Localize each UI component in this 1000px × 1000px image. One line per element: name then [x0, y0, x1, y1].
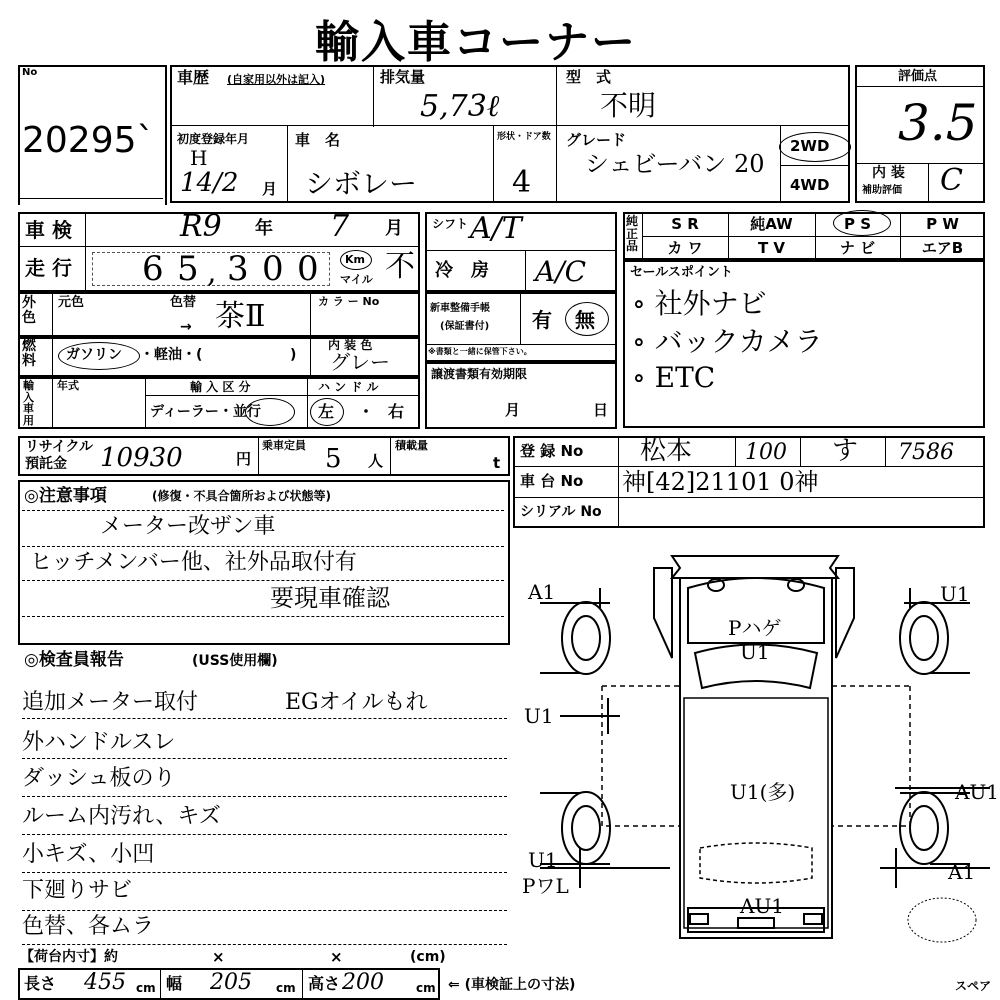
exterior-color-value: 茶Ⅱ	[215, 299, 266, 334]
handle-dot: ・	[358, 402, 375, 421]
load-label: 積載量	[395, 439, 428, 452]
first-reg-month-unit: 月	[262, 180, 278, 198]
serial-label: シリアル No	[520, 504, 602, 520]
equip-pw: P W	[926, 215, 959, 233]
history-label: 車歴	[177, 68, 210, 87]
model-value: 不明	[600, 89, 657, 122]
lot-number: 20295`	[22, 120, 155, 161]
interior-label: 内 装	[872, 165, 905, 181]
length-label: 長さ	[24, 974, 57, 993]
fuel-label: 燃料	[22, 338, 36, 370]
capacity-label: 乗車定員	[262, 439, 306, 452]
inspector-line: ダッシュ板のり	[22, 766, 176, 791]
diag-u1-left: U1	[524, 704, 554, 728]
height-unit: cm	[416, 981, 436, 995]
chassis-label: 車 台 No	[520, 472, 584, 490]
grade-label: グレード	[566, 131, 627, 149]
equip-ps: P S	[843, 215, 872, 233]
handle-right: 右	[388, 402, 405, 421]
equip-tv: T V	[757, 239, 786, 257]
import-handle-label: ハ ン ド ル	[318, 380, 379, 394]
capacity-unit: 人	[368, 452, 384, 470]
first-reg-label: 初度登録年月	[177, 132, 250, 146]
inspection-label: 車 検	[25, 218, 72, 242]
ac-value: A/C	[535, 255, 587, 288]
inspector-line: 色替、各ムラ	[22, 914, 155, 939]
mileage-digit: 3	[227, 249, 249, 289]
diag-u1-fr: U1	[940, 582, 970, 606]
recycle-label1: リサイクル	[25, 439, 94, 455]
doors-value: 4	[512, 165, 532, 200]
inspector-line: 小キズ、小凹	[22, 842, 155, 867]
equip-sr: S R	[671, 215, 699, 233]
orig-color-label: 元色	[58, 295, 85, 310]
width-label: 幅	[166, 974, 183, 993]
car-name-value: シボレー	[305, 167, 418, 200]
registration-number: 7586	[898, 440, 954, 465]
import-side-label: 輸入車用	[23, 379, 34, 427]
width-value: 205	[210, 970, 252, 995]
diag-p-hage: Pハゲ	[728, 616, 782, 640]
length-value: 455	[84, 970, 126, 995]
mileage-unknown-mark: 不	[385, 249, 415, 284]
inspector-line: 下廻りサビ	[22, 878, 133, 903]
drive-2wd: 2WD	[790, 137, 830, 155]
sales-points-label: セールスポイント	[630, 265, 733, 280]
color-arrow: →	[180, 319, 192, 335]
import-year-label: 年式	[57, 379, 79, 392]
grade-value	[585, 152, 785, 177]
registration-class: 100	[745, 440, 787, 465]
equip-airbag: エアB	[921, 239, 964, 257]
mileage-digit: 6	[142, 249, 164, 289]
sales-point-item: ∘ バックカメラ	[632, 325, 823, 358]
first-reg-era: H	[190, 146, 208, 170]
import-kubun-label: 輸 入 区 分	[190, 380, 251, 394]
first-reg-value: 14/2	[180, 168, 239, 198]
registration-label: 登 録 No	[520, 442, 584, 460]
grade-text: シェビーバン 20	[585, 150, 765, 178]
mileage-digits	[92, 248, 332, 290]
interior-value: C	[940, 163, 963, 198]
mileage-digit: 5	[177, 249, 199, 289]
diag-au1-rear: AU1	[740, 894, 785, 918]
page-title: 輸入車コーナー	[315, 17, 637, 68]
capacity-value: 5	[325, 444, 342, 474]
registration-kana: す	[832, 436, 859, 466]
manual-note: ※書類と一緒に保管下さい。	[428, 347, 532, 356]
manual-sub: (保証書付)	[440, 321, 490, 332]
sales-point-item: ∘ ETC	[632, 361, 716, 394]
import-kubun-value: ディーラー・並行	[150, 404, 261, 420]
history-note: (自家用以外は記入)	[227, 73, 326, 86]
displacement-label: 排気量	[380, 68, 426, 86]
inspector-line: ルーム内汚れ、キズ	[22, 804, 221, 829]
diag-pdl: PワL	[522, 874, 569, 898]
fuel-rest: ・軽油・(	[140, 347, 203, 363]
car-name-label: 車 名	[295, 131, 341, 149]
diag-a1-fl: A1	[528, 580, 556, 604]
ac-label: 冷 房	[435, 260, 489, 281]
doors-label: 形状・ドア数	[497, 132, 551, 142]
handle-left: 左	[318, 402, 335, 421]
diag-u1-multi: U1(多)	[730, 780, 796, 804]
cargo-x2: ×	[330, 948, 343, 966]
dims-note: ⇐ (車検証上の寸法)	[448, 977, 576, 993]
fuel-close: )	[290, 347, 297, 363]
spare-label: スペア	[955, 979, 992, 993]
recycle-unit: 円	[236, 450, 252, 468]
load-unit: t	[493, 454, 501, 472]
score-label: 評価点	[898, 69, 938, 84]
interior-sub: 補助評価	[862, 185, 902, 196]
width-unit: cm	[276, 981, 296, 995]
caution-label: ◎注意事項	[24, 486, 107, 506]
equipment-side-label: 純正品	[626, 214, 639, 254]
transfer-label: 譲渡書類有効期限	[431, 367, 528, 381]
mileage-digit: 0	[297, 249, 319, 289]
recycle-value: 10930	[100, 443, 183, 473]
model-label: 型 式	[566, 68, 612, 86]
cargo-label: 【荷台内寸】約	[20, 949, 118, 965]
inspection-year-value: R9	[180, 209, 222, 244]
registration-region: 松本	[640, 436, 693, 466]
chassis-value: 神[42]21101 0神	[622, 468, 819, 496]
caution-line: 要現車確認	[270, 584, 390, 612]
color-change-label: 色替	[170, 295, 197, 310]
fuel-gasoline: ガソリン	[66, 347, 122, 363]
diag-u1-hood: U1	[740, 640, 770, 664]
car-diagram	[520, 548, 990, 948]
height-value: 200	[342, 970, 384, 995]
interior-color-label: 内 装 色	[328, 338, 373, 352]
manual-yes: 有	[532, 308, 552, 332]
exterior-color-label: 外色	[22, 295, 36, 327]
manual-label: 新車整備手帳	[430, 303, 490, 314]
inspector-line-right: EGオイルもれ	[285, 690, 428, 715]
inspection-month-value: 7	[330, 209, 350, 244]
diag-u1-lr: U1	[528, 848, 558, 872]
equip-aw: 純AW	[750, 215, 793, 233]
caution-line: ヒッチメンバー他、社外品取付有	[30, 550, 357, 575]
diag-a1-rr: A1	[948, 860, 976, 884]
mileage-label: 走 行	[25, 256, 72, 280]
shift-label: シフト	[432, 217, 469, 231]
cargo-x1: ×	[212, 948, 225, 966]
inspector-line: 追加メーター取付	[22, 690, 199, 715]
diag-au1-right: AU1	[955, 780, 1000, 804]
length-unit: cm	[136, 981, 156, 995]
recycle-label2: 預託金	[25, 456, 67, 472]
equip-navi: ナ ビ	[839, 239, 876, 257]
caution-note: (修復・不具合箇所および状態等)	[152, 489, 331, 503]
mileage-digit: 0	[262, 249, 284, 289]
cargo-unit: (cm)	[410, 949, 446, 965]
mileage-digit: ,	[207, 255, 217, 290]
shift-value: A/T	[470, 211, 522, 246]
caution-line: メーター改ザン車	[100, 514, 276, 539]
transfer-month: 月	[505, 401, 521, 419]
mileage-unit-mile: マイル	[340, 273, 373, 286]
inspector-line: 外ハンドルスレ	[22, 730, 176, 755]
transfer-day: 日	[593, 401, 609, 419]
mileage-unit-km: Km	[345, 253, 365, 266]
displacement-value: 5,73ℓ	[420, 89, 500, 124]
inspector-label: ◎検査員報告	[24, 650, 124, 670]
manual-no: 無	[575, 308, 595, 332]
lot-bottom	[18, 198, 163, 199]
interior-color-value: グレー	[330, 350, 390, 374]
height-label: 高さ	[308, 974, 341, 993]
inspection-month-unit: 月	[385, 218, 403, 239]
inspection-year-unit: 年	[255, 218, 273, 239]
inspector-note: (USS使用欄)	[192, 653, 278, 669]
lot-no-label: No	[22, 67, 38, 78]
drive-4wd: 4WD	[790, 176, 830, 194]
sales-point-item: ∘ 社外ナビ	[632, 287, 767, 320]
color-no-label: カ ラ ー No	[318, 295, 380, 308]
score-value: 3.5	[898, 94, 978, 152]
equip-kawa: カ ワ	[667, 239, 703, 257]
